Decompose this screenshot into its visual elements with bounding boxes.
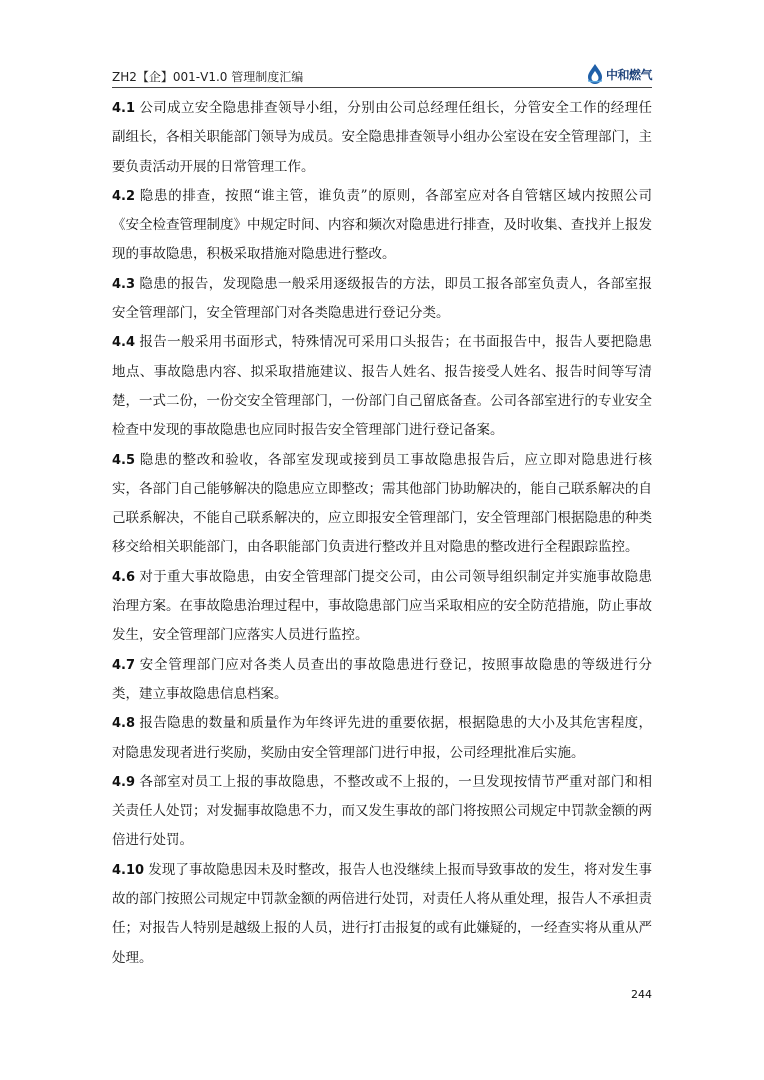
clause-paragraph: [112, 328, 652, 445]
clause-number: 4.9: [112, 774, 136, 790]
clause-number: 4.2: [112, 188, 136, 204]
clause-paragraph: [112, 768, 652, 856]
company-logo: [586, 62, 652, 86]
clause-text: 各部室对员工上报的事故隐患，不整改或不上报的，一旦发现按情节严重对部门和相关责任人处罚；对发掘事故隐患不力，而又发生事故的部门将按照公司规定中罚款金额的两倍进行处罚。: [112, 773, 652, 849]
clause-paragraph: [112, 94, 652, 182]
clause-number: 4.4: [112, 335, 136, 351]
clause-text: 报告隐患的数量和质量作为年终评先进的重要依据，根据隐患的大小及其危害程度，对隐患发现者进行奖励，奖励由安全管理部门进行申报，公司经理批准后实施。: [112, 715, 652, 761]
clause-number: 4.6: [112, 569, 136, 585]
clause-text: 隐患的整改和验收，各部室发现或接到员工事故隐患报告后，应立即对隐患进行核实，各部门自己能够解决的隐患应立即整改；需其他部门协助解决的，能自己联系解决的自己联系解决，不能自己联系解决的，应立即报安全管理部门，安全管理部门根据隐患的种类移交给相关职能部门，由各职能部门负责进行整改并且对隐患的整改进行全程跟踪监控。: [112, 451, 652, 556]
clause-paragraph: [112, 709, 652, 768]
clause-number: 4.1: [112, 101, 136, 116]
clause-text: 隐患的报告，发现隐患一般采用逐级报告的方法，即员工报各部室负责人，各部室报安全管理部门，安全管理部门对各类隐患进行登记分类。: [112, 275, 652, 322]
clause-text: 安全管理部门应对各类人员查出的事故隐患进行登记，按照事故隐患的等级进行分类，建立事故隐患信息档案。: [112, 656, 652, 702]
clause-number: 4.10: [112, 862, 145, 878]
clause-text: 发现了事故隐患因未及时整改，报告人也没继续上报而导致事故的发生，将对发生事故的部门按照公司规定中罚款金额的两倍进行处罚，对责任人将从重处理，报告人不承担责任；对报告人特别是越级上报的人员，进行打击报复的或有此嫌疑的，一经查实将从重从严处理。: [112, 861, 652, 966]
clause-text: 对于重大事故隐患，由安全管理部门提交公司，由公司领导组织制定并实施事故隐患治理方案。在事故隐患治理过程中，事故隐患部门应当采取相应的安全防范措施，防止事故发生，安全管理部门应落实人员进行监控。: [112, 568, 652, 644]
clause-paragraph: [112, 563, 652, 651]
document-body: [112, 94, 652, 973]
clause-number: 4.3: [112, 276, 136, 292]
flame-drop-icon: [586, 63, 604, 85]
clause-text: 报告一般采用书面形式，特殊情况可采用口头报告；在书面报告中，报告人要把隐患地点、事故隐患内容、拟采取措施建议、报告人姓名、报告接受人姓名、报告时间等写清楚，一式二份，一份交安全管理部门，一份部门自己留底备查。公司各部室进行的专业安全检查中发现的事故隐患也应同时报告安全管理部门进行登记备案。: [112, 334, 652, 439]
clause-text: 公司成立安全隐患排查领导小组，分别由公司总经理任组长，分管安全工作的经理任副组长，各相关职能部门领导为成员。安全隐患排查领导小组办公室设在安全管理部门，主要负责活动开展的日常管理工作。: [112, 100, 652, 175]
clause-number: 4.5: [112, 452, 136, 468]
header-divider: [112, 87, 652, 88]
page-header: [112, 60, 652, 88]
clause-paragraph: [112, 651, 652, 710]
clause-paragraph: [112, 856, 652, 973]
clause-number: 4.8: [112, 716, 136, 732]
clause-text: 隐患的排查，按照“谁主管，谁负责”的原则，各部室应对各自管辖区域内按照公司《安全检查管理制度》中规定时间、内容和频次对隐患进行排查，及时收集、查找并上报发现的事故隐患，积极采取措施对隐患进行整改。: [112, 187, 652, 263]
clause-paragraph: [112, 270, 652, 329]
clause-paragraph: [112, 182, 652, 270]
clause-paragraph: [112, 446, 652, 563]
page-number: 244: [631, 988, 652, 1001]
logo-text: 中和燃气: [605, 67, 652, 82]
clause-number: 4.7: [112, 657, 136, 673]
document-title: ZH2【企】001-V1.0 管理制度汇编: [112, 70, 304, 84]
